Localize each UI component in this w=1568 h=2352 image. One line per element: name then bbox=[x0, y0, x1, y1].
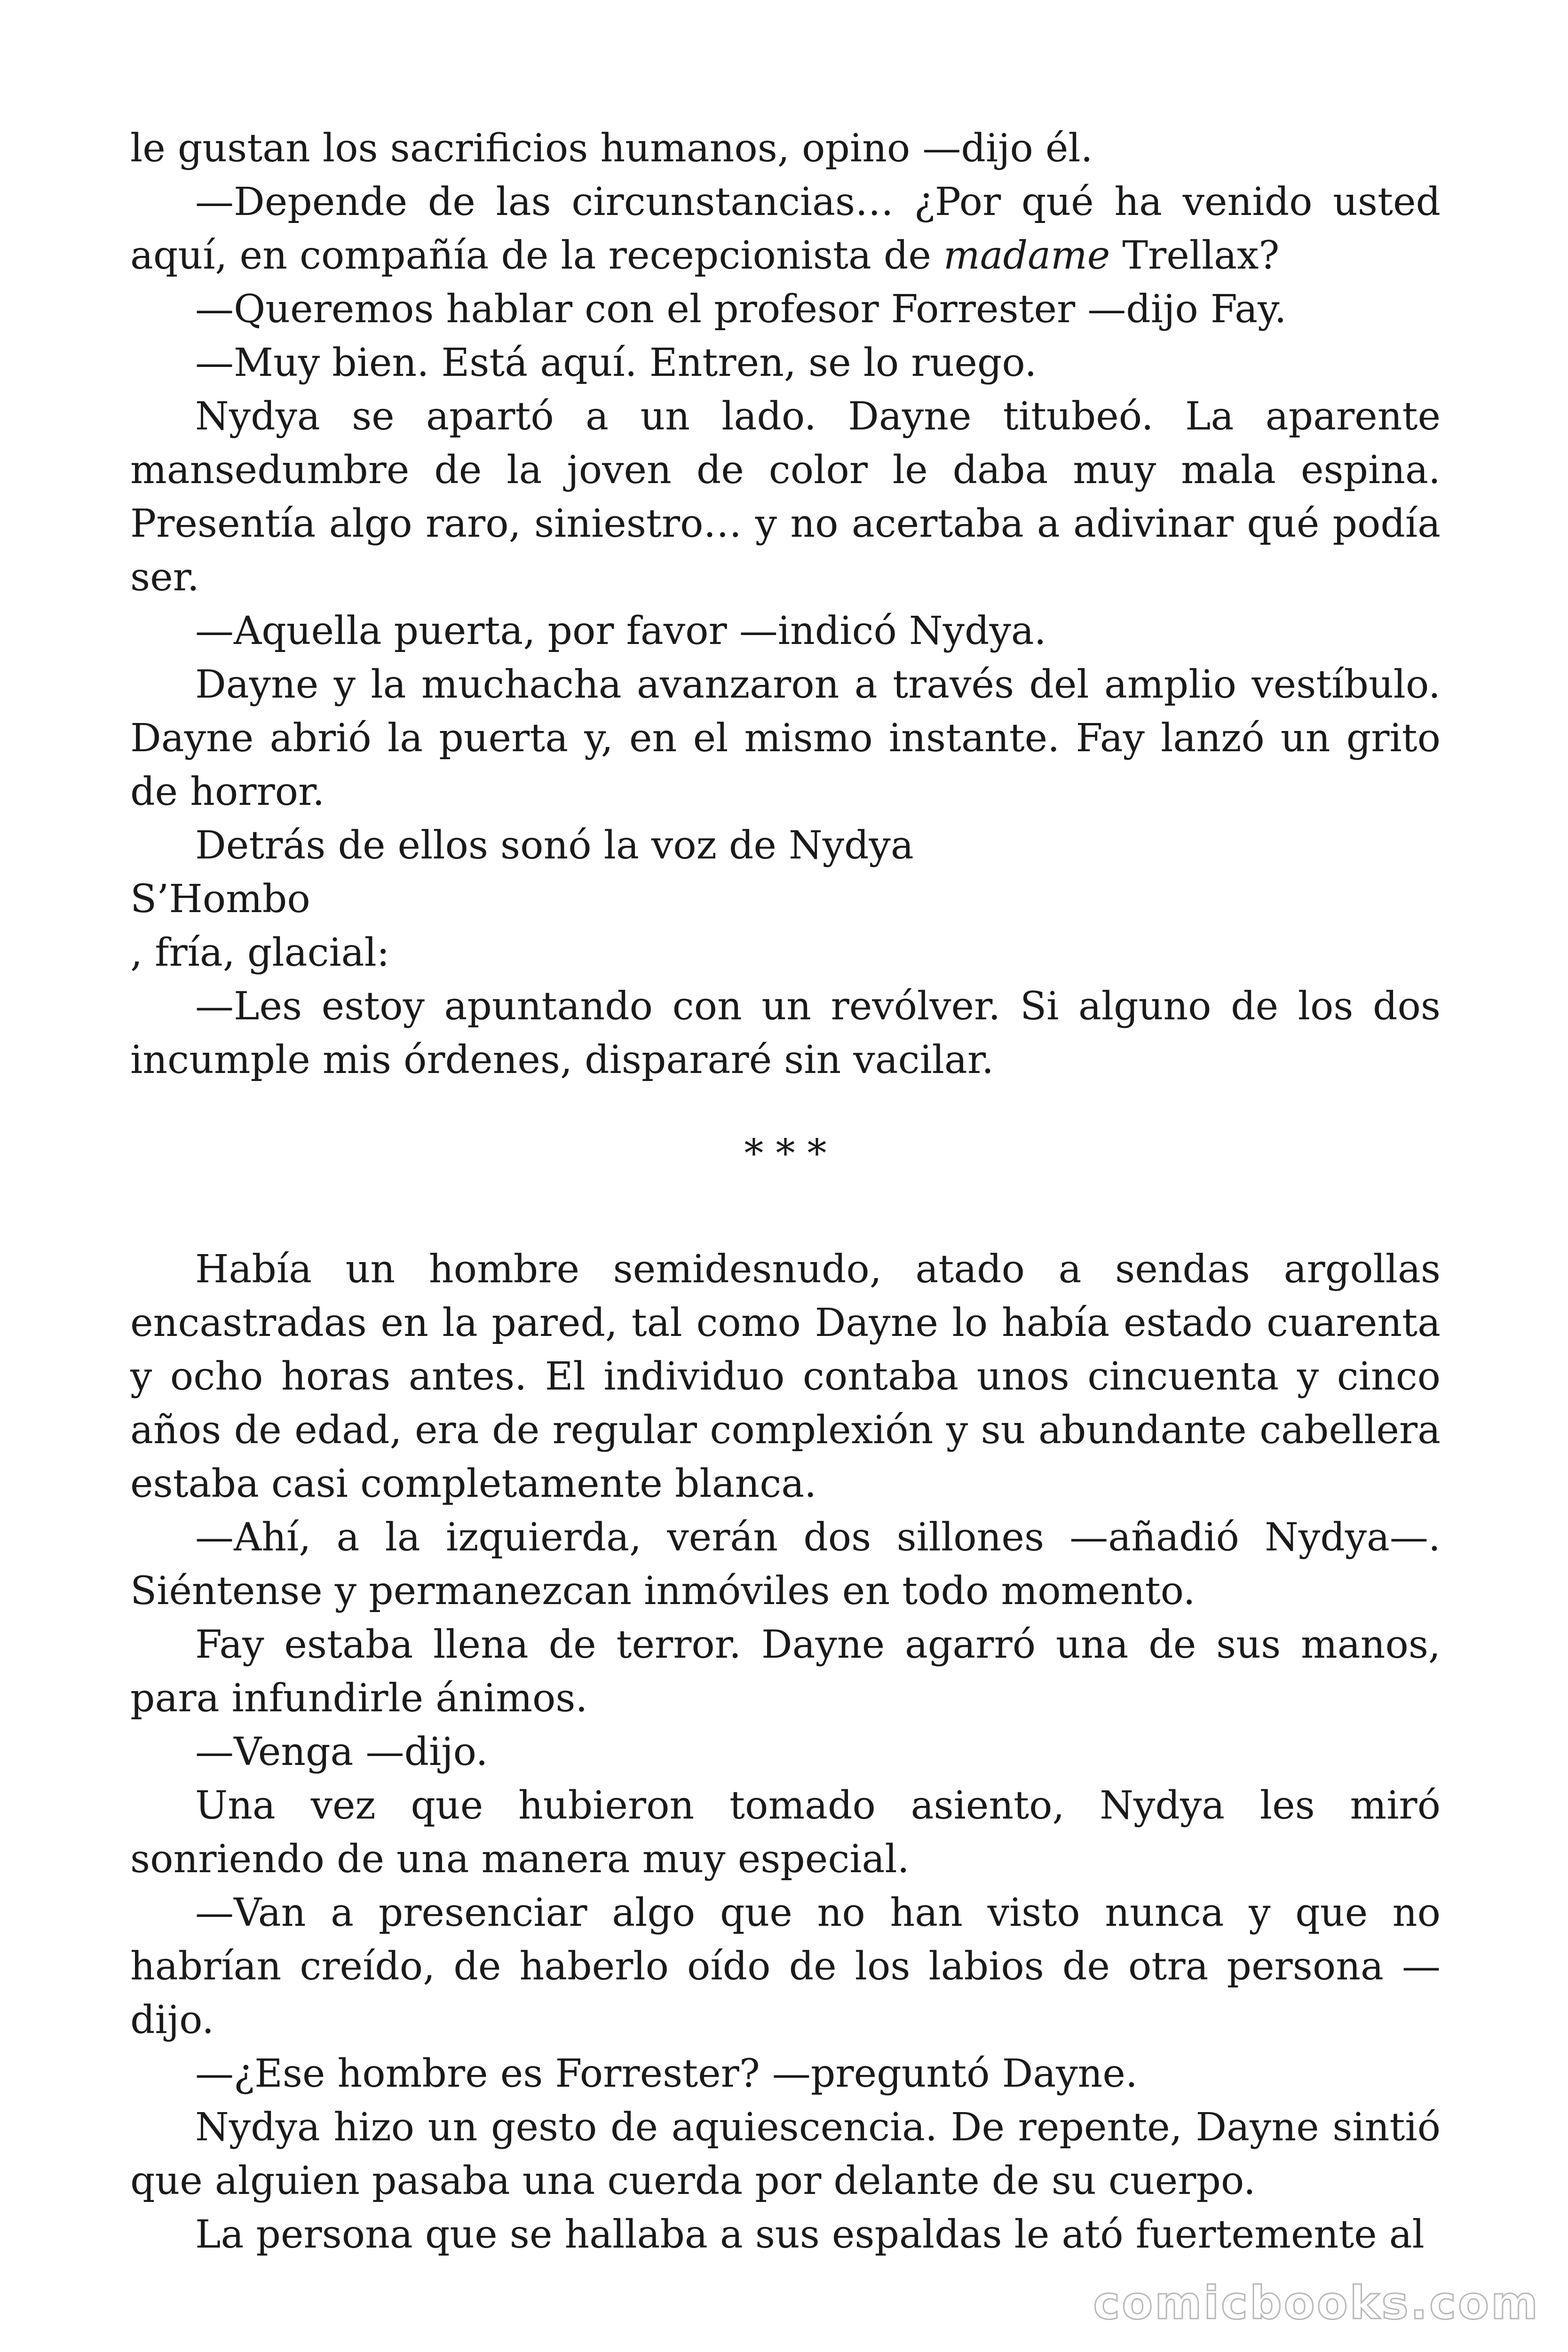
paragraph: Nydya hizo un gesto de aquiescencia. De repente, Dayne sintió que alguien pasaba una cuerda por delante de su cuerpo. bbox=[130, 2105, 1441, 2203]
paragraph: —Venga —dijo. bbox=[195, 1730, 488, 1774]
paragraph: Nydya se apartó a un lado. Dayne titubeó. La aparente mansedumbre de la joven de color le daba muy mala espina. Presentía algo raro, siniestro… y no acertaba a adivinar qué podía ser. bbox=[130, 394, 1441, 600]
paragraph: La persona que se hallaba a sus espaldas le ató fuertemente al bbox=[195, 2212, 1425, 2257]
paragraph: Una vez que hubieron tomado asiento, Nydya les miró sonriendo de una manera muy especial. bbox=[130, 1783, 1441, 1882]
paragraph-text: Trellax? bbox=[1110, 233, 1280, 278]
paragraph: —Queremos hablar con el profesor Forrester —dijo Fay. bbox=[195, 287, 1287, 332]
watermark: comicbooks.com bbox=[1093, 2277, 1540, 2329]
paragraph: —Les estoy apuntando con un revólver. Si alguno de los dos incumple mis órdenes, dispararé sin vacilar. bbox=[130, 984, 1441, 1082]
scene-break: * * * bbox=[744, 1131, 827, 1176]
paragraph: —Ahí, a la izquierda, verán dos sillones —añadió Nydya—. Siéntense y permanezcan inmóviles en todo momento. bbox=[130, 1515, 1441, 1613]
paragraph: le gustan los sacrificios humanos, opino —dijo él. bbox=[130, 126, 1093, 171]
paragraph bbox=[130, 175, 1441, 283]
paragraph-text: —Depende de las circunstancias… ¿Por qué ha venido usted aquí, en compañía de la recepcionista de bbox=[130, 180, 1441, 278]
italic-word: madame bbox=[943, 233, 1110, 278]
paragraph: , fría, glacial: bbox=[130, 930, 390, 975]
paragraph: Detrás de ellos sonó la voz de Nydya bbox=[195, 823, 914, 868]
page-body bbox=[130, 122, 1441, 2262]
paragraph: Había un hombre semidesnudo, atado a sendas argollas encastradas en la pared, tal como Dayne lo había estado cuarenta y ocho horas antes. El individuo contaba unos cincuenta y cinco años de edad, era de regular complexión y su abundante cabellera estaba casi completamente blanca. bbox=[130, 1247, 1441, 1506]
paragraph: —Aquella puerta, por favor —indicó Nydya. bbox=[195, 609, 1046, 653]
paragraph: S’Hombo bbox=[130, 877, 310, 922]
paragraph: —Muy bien. Está aquí. Entren, se lo ruego. bbox=[195, 341, 1037, 385]
paragraph: —¿Ese hombre es Forrester? —preguntó Dayne. bbox=[195, 2051, 1138, 2096]
paragraph: Fay estaba llena de terror. Dayne agarró una de sus manos, para infundirle ánimos. bbox=[130, 1622, 1441, 1721]
paragraph: —Van a presenciar algo que no han visto nunca y que no habrían creído, de haberlo oído de los labios de otra persona —dijo. bbox=[130, 1891, 1441, 2042]
paragraph: Dayne y la muchacha avanzaron a través del amplio vestíbulo. Dayne abrió la puerta y, en el mismo instante. Fay lanzó un grito de horror. bbox=[130, 662, 1441, 814]
